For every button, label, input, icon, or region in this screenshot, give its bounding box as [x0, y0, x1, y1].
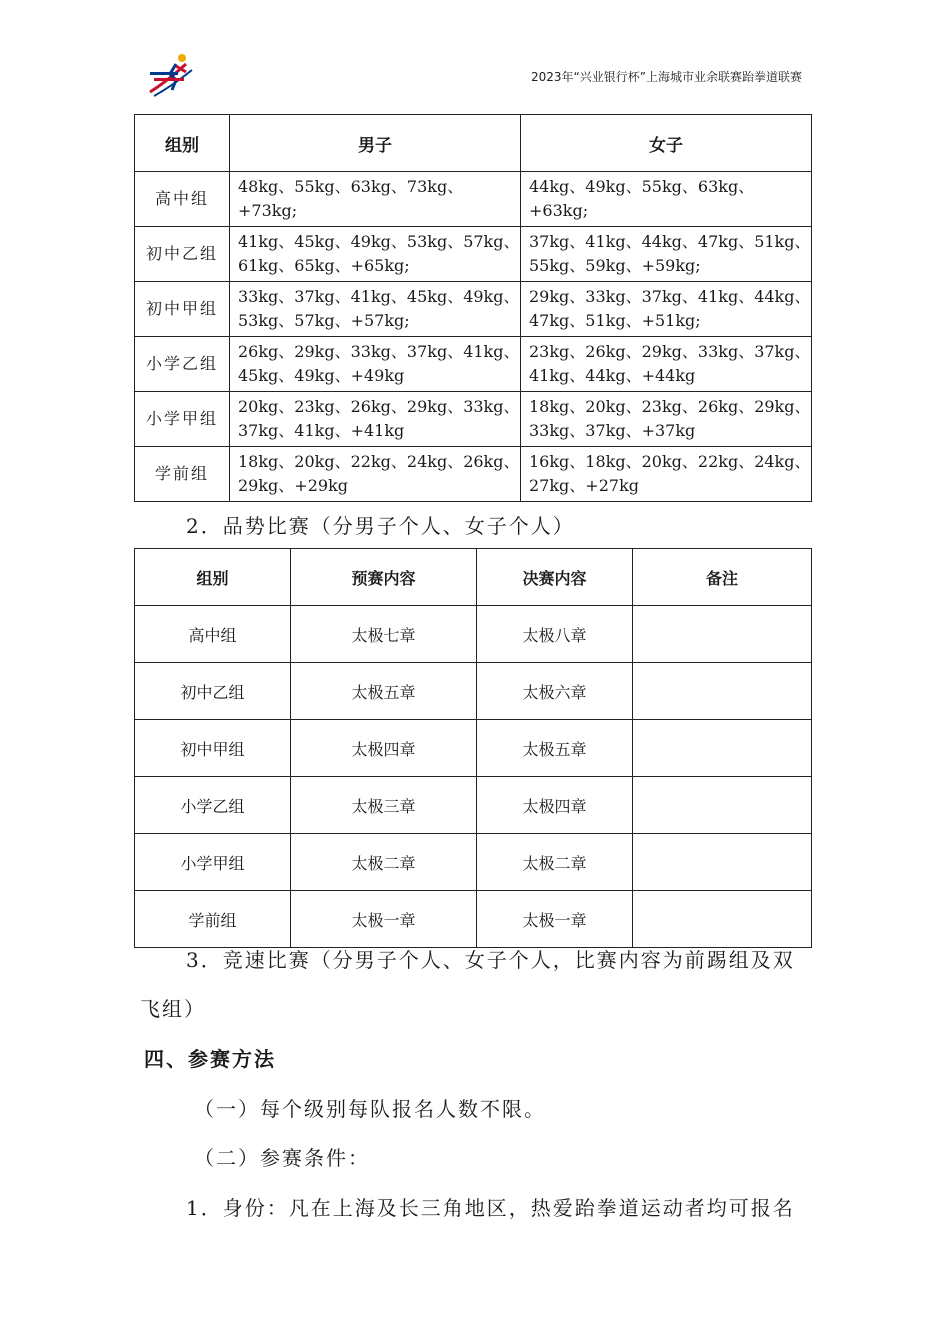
group-cell: 高中组 — [135, 172, 230, 227]
group-cell: 学前组 — [135, 891, 291, 948]
table-row — [135, 227, 812, 282]
table-row — [135, 663, 812, 720]
poomsae-table — [134, 548, 812, 948]
section-4-item-3: 1．身份：凡在上海及长三角地区，热爱跆拳道运动者均可报名 — [186, 1196, 795, 1220]
column-header: 男子 — [230, 115, 521, 172]
note-cell — [633, 777, 812, 834]
note-cell — [633, 663, 812, 720]
group-cell: 小学甲组 — [135, 392, 230, 447]
group-cell: 高中组 — [135, 606, 291, 663]
table-row — [135, 891, 812, 948]
note-cell — [633, 720, 812, 777]
section-4-heading: 四、参赛方法 — [144, 1047, 276, 1071]
column-header: 预赛内容 — [291, 549, 477, 606]
final-cell: 太极六章 — [477, 663, 633, 720]
group-cell: 初中甲组 — [135, 720, 291, 777]
header-title: 2023年“兴业银行杯”上海城市业余联赛跆拳道联赛 — [531, 70, 802, 84]
group-cell: 学前组 — [135, 447, 230, 502]
final-cell: 太极四章 — [477, 777, 633, 834]
group-cell: 初中乙组 — [135, 227, 230, 282]
female-weights-cell: 23kg、26kg、29kg、33kg、37kg、41kg、44kg、+44kg — [521, 337, 812, 392]
table-row — [135, 172, 812, 227]
prelim-cell: 太极一章 — [291, 891, 477, 948]
group-cell: 小学甲组 — [135, 834, 291, 891]
male-weights-cell: 18kg、20kg、22kg、24kg、26kg、29kg、+29kg — [230, 447, 521, 502]
group-cell: 初中乙组 — [135, 663, 291, 720]
column-header: 组别 — [135, 549, 291, 606]
final-cell: 太极五章 — [477, 720, 633, 777]
female-weights-cell: 44kg、49kg、55kg、63kg、+63kg; — [521, 172, 812, 227]
event-logo — [146, 52, 208, 100]
section-3-line-1: 3．竞速比赛（分男子个人、女子个人，比赛内容为前踢组及双 — [186, 948, 795, 972]
section-2-heading: 2．品势比赛（分男子个人、女子个人） — [186, 514, 575, 538]
male-weights-cell: 48kg、55kg、63kg、73kg、+73kg; — [230, 172, 521, 227]
male-weights-cell: 20kg、23kg、26kg、29kg、33kg、37kg、41kg、+41kg — [230, 392, 521, 447]
prelim-cell: 太极五章 — [291, 663, 477, 720]
female-weights-cell: 37kg、41kg、44kg、47kg、51kg、55kg、59kg、+59kg; — [521, 227, 812, 282]
group-cell: 初中甲组 — [135, 282, 230, 337]
note-cell — [633, 606, 812, 663]
final-cell: 太极二章 — [477, 834, 633, 891]
column-header: 女子 — [521, 115, 812, 172]
table-header-row — [135, 115, 812, 172]
column-header: 决赛内容 — [477, 549, 633, 606]
section-4-item-1: （一）每个级别每队报名人数不限。 — [194, 1097, 546, 1121]
group-cell: 小学乙组 — [135, 337, 230, 392]
male-weights-cell: 33kg、37kg、41kg、45kg、49kg、53kg、57kg、+57kg; — [230, 282, 521, 337]
table-row — [135, 337, 812, 392]
male-weights-cell: 41kg、45kg、49kg、53kg、57kg、61kg、65kg、+65kg; — [230, 227, 521, 282]
male-weights-cell: 26kg、29kg、33kg、37kg、41kg、45kg、49kg、+49kg — [230, 337, 521, 392]
column-header: 备注 — [633, 549, 812, 606]
prelim-cell: 太极二章 — [291, 834, 477, 891]
section-4-item-2: （二）参赛条件： — [194, 1146, 370, 1170]
female-weights-cell: 29kg、33kg、37kg、41kg、44kg、47kg、51kg、+51kg; — [521, 282, 812, 337]
final-cell: 太极一章 — [477, 891, 633, 948]
table-row — [135, 606, 812, 663]
note-cell — [633, 834, 812, 891]
table-row — [135, 720, 812, 777]
table-header-row — [135, 549, 812, 606]
final-cell: 太极八章 — [477, 606, 633, 663]
table-row — [135, 282, 812, 337]
note-cell — [633, 891, 812, 948]
female-weights-cell: 18kg、20kg、23kg、26kg、29kg、33kg、37kg、+37kg — [521, 392, 812, 447]
table-row — [135, 777, 812, 834]
table-row — [135, 392, 812, 447]
group-cell: 小学乙组 — [135, 777, 291, 834]
female-weights-cell: 16kg、18kg、20kg、22kg、24kg、27kg、+27kg — [521, 447, 812, 502]
table-row — [135, 447, 812, 502]
weight-class-table — [134, 114, 812, 502]
prelim-cell: 太极七章 — [291, 606, 477, 663]
prelim-cell: 太极四章 — [291, 720, 477, 777]
prelim-cell: 太极三章 — [291, 777, 477, 834]
section-3-line-2: 飞组） — [140, 997, 206, 1021]
column-header: 组别 — [135, 115, 230, 172]
table-row — [135, 834, 812, 891]
